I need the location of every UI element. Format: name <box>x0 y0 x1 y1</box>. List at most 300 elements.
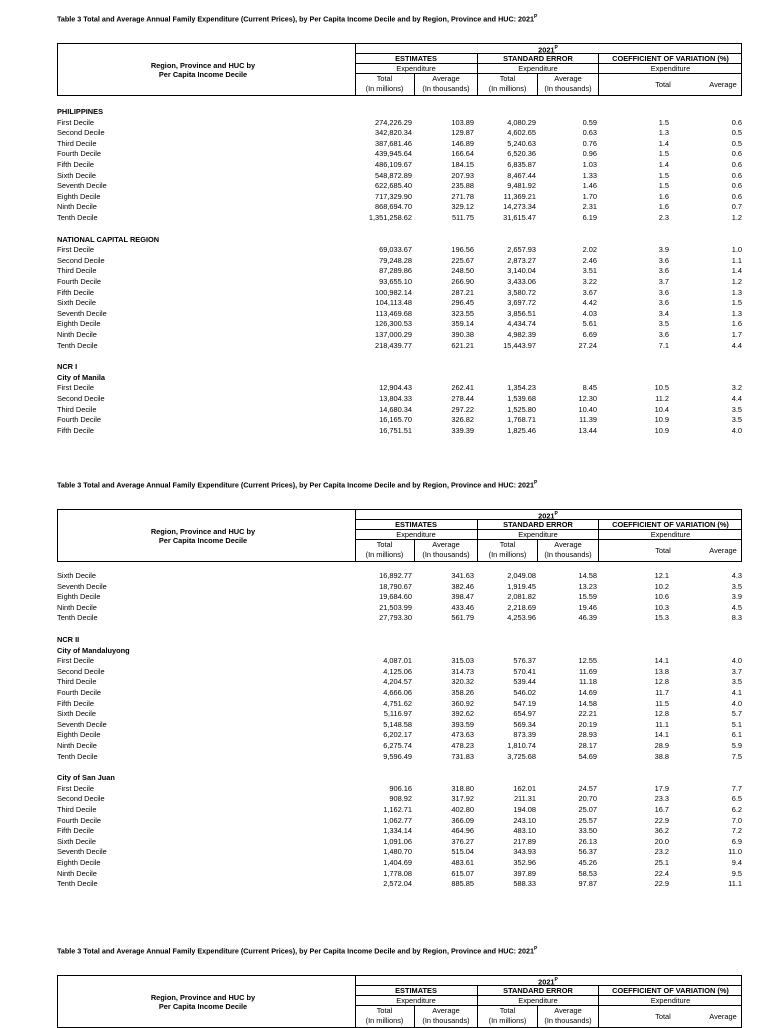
total-cv-cell: 14.1 <box>654 656 669 666</box>
total-estimate-cell: 2,572.04 <box>383 879 412 889</box>
year-header <box>355 510 741 520</box>
average-estimate-cell: 398.47 <box>451 592 474 602</box>
total-cv-cell: 1.4 <box>658 138 669 148</box>
total-cv-cell: 23.2 <box>654 847 669 857</box>
table-row <box>0 858 768 869</box>
row-label: Second Decile <box>57 394 105 403</box>
row-label: Sixth Decile <box>57 170 97 180</box>
average-estimate-cell: 262.41 <box>451 383 474 393</box>
table-title <box>57 946 537 955</box>
total-estimate-cell: 4,204.57 <box>383 677 412 687</box>
table-title <box>57 14 537 23</box>
total-std-error-cell: 211.31 <box>513 794 536 804</box>
table-row <box>0 613 768 624</box>
total-std-error-cell: 3,856.51 <box>507 308 536 318</box>
average-std-error-cell: 46.39 <box>578 613 597 623</box>
total-label: Total <box>376 540 393 549</box>
average-cv-cell: 1.3 <box>731 308 742 318</box>
total-std-error-cell: 343.93 <box>513 847 536 857</box>
unit-label: (In thousands) <box>422 84 470 93</box>
total-std-error-cell: 4,080.29 <box>507 117 536 127</box>
total-std-error-cell: 9,481.92 <box>507 181 536 191</box>
row-label: Tenth Decile <box>57 340 98 350</box>
table-header <box>57 975 742 1028</box>
average-estimate-cell: 323.55 <box>451 308 474 318</box>
average-std-error-cell: 8.45 <box>582 383 597 393</box>
total-estimate-cell: 622,685.40 <box>375 181 412 191</box>
total-cv-cell: 23.3 <box>654 794 669 804</box>
table-title-text: Table 3 Total and Average Annual Family Expenditure (Current Prices), by Per Capita Income Decile and by Region, Province and HUC: 2021 <box>57 480 535 490</box>
average-std-error-cell: 2.46 <box>582 255 597 265</box>
table-row <box>0 341 768 352</box>
total-cv-cell: 10.9 <box>654 425 669 435</box>
table-title <box>57 480 537 489</box>
average-cv-cell: 9.5 <box>731 868 742 878</box>
row-label: Seventh Decile <box>57 181 107 191</box>
total-header <box>355 1006 414 1026</box>
table-title-text: Table 3 Total and Average Annual Family Expenditure (Current Prices), by Per Capita Income Decile and by Region, Province and HUC: 2021 <box>57 946 535 956</box>
row-label: First Decile <box>57 245 94 255</box>
row-label: Sixth Decile <box>57 571 97 580</box>
table-header <box>57 43 742 96</box>
total-std-error-cell: 1,525.80 <box>507 404 536 414</box>
total-header <box>355 74 414 94</box>
average-std-error-cell: 10.40 <box>578 404 597 414</box>
unit-label: (In millions) <box>365 1016 404 1025</box>
row-label: First Decile <box>57 656 94 666</box>
section-heading <box>0 635 768 646</box>
total-cv-cell: 1.4 <box>658 160 669 169</box>
total-cv-cell: 38.8 <box>654 751 669 761</box>
average-cv-cell: 4.0 <box>731 425 742 435</box>
total-cv-cell: 12.8 <box>654 709 669 719</box>
average-std-error-cell: 22.21 <box>578 709 597 719</box>
total-cv-cell: 14.1 <box>654 730 669 740</box>
average-std-error-cell: 58.53 <box>578 868 597 878</box>
average-estimate-cell: 478.23 <box>451 741 474 750</box>
average-estimate-cell: 146.89 <box>451 138 474 148</box>
table-row <box>0 266 768 277</box>
average-std-error-cell: 1.70 <box>582 191 597 201</box>
section-heading <box>0 773 768 784</box>
total-cv-cell: 7.1 <box>658 340 669 350</box>
total-cv-cell: 1.6 <box>658 191 669 201</box>
row-label: PHILIPPINES <box>57 107 103 116</box>
row-label: First Decile <box>57 383 94 393</box>
table-row <box>0 213 768 224</box>
table-title-sup: P <box>534 946 538 952</box>
average-cv-cell: 6.2 <box>731 805 742 814</box>
expenditure-header: Expenditure <box>396 64 436 73</box>
total-std-error-cell: 654.97 <box>513 709 536 719</box>
total-cv-cell: 15.3 <box>654 613 669 623</box>
total-std-error-cell: 4,434.74 <box>507 319 536 329</box>
average-std-error-cell: 3.67 <box>582 287 597 297</box>
divider <box>598 985 599 1027</box>
average-cv-cell: 0.6 <box>731 181 742 191</box>
average-estimate-cell: 318.80 <box>451 783 474 793</box>
average-cv-cell: 5.9 <box>731 741 742 750</box>
average-cv-cell: 4.4 <box>731 340 742 350</box>
average-cv-cell: 11.0 <box>728 847 742 857</box>
total-label: Total <box>376 74 393 83</box>
row-label: Sixth Decile <box>57 298 97 308</box>
total-estimate-cell: 12,904.43 <box>379 383 412 393</box>
row-label: Second Decile <box>57 255 105 265</box>
row-label: Third Decile <box>57 805 97 814</box>
total-cv-cell: 17.9 <box>654 783 669 793</box>
average-label: Average <box>554 74 582 83</box>
total-estimate-cell: 1,334.14 <box>383 826 412 836</box>
average-std-error-cell: 14.58 <box>578 571 597 580</box>
total-std-error-cell: 31,615.47 <box>503 213 536 222</box>
table-row <box>0 730 768 741</box>
average-cv-cell: 6.1 <box>731 730 742 740</box>
expenditure-header: Expenditure <box>650 996 691 1005</box>
average-cv-cell: 0.5 <box>731 138 742 148</box>
table-title-sup: P <box>534 480 538 486</box>
average-estimate-cell: 392.62 <box>451 709 474 719</box>
year-header <box>355 976 741 986</box>
average-cv-cell: 3.5 <box>731 677 742 687</box>
average-cv-cell: 11.1 <box>728 879 742 889</box>
average-cv-cell: 1.7 <box>731 330 742 339</box>
average-cv-cell: 0.6 <box>731 117 742 127</box>
table-row <box>0 405 768 416</box>
average-label: Average <box>432 1006 460 1015</box>
total-estimate-cell: 868,694.70 <box>375 202 412 212</box>
total-std-error-cell: 14,273.34 <box>503 202 536 212</box>
total-cv-cell: 10.6 <box>654 592 669 602</box>
total-std-error-cell: 1,825.46 <box>507 425 536 435</box>
average-estimate-cell: 393.59 <box>451 719 474 729</box>
average-cv-cell: 3.7 <box>731 666 742 676</box>
total-estimate-cell: 387,681.46 <box>375 138 412 148</box>
total-cv-cell: 10.2 <box>654 581 669 591</box>
total-std-error-cell: 1,354.23 <box>507 383 536 393</box>
row-label: Ninth Decile <box>57 202 97 212</box>
row-label: First Decile <box>57 117 94 127</box>
row-label: NATIONAL CAPITAL REGION <box>57 234 160 244</box>
total-cv-cell: 16.7 <box>654 805 669 814</box>
total-header <box>478 1006 537 1026</box>
average-std-error-cell: 24.57 <box>578 783 597 793</box>
expenditure-header: Expenditure <box>518 530 558 539</box>
average-std-error-cell: 11.39 <box>579 415 597 425</box>
total-cv-cell: 1.5 <box>658 170 669 180</box>
row-label: Seventh Decile <box>57 581 107 591</box>
average-estimate-cell: 314.73 <box>451 666 474 676</box>
total-cv-cell: 1.3 <box>658 128 669 138</box>
stub-line-2: Per Capita Income Decile <box>158 1002 248 1011</box>
table-row <box>0 879 768 890</box>
average-std-error-cell: 97.87 <box>578 879 597 889</box>
average-std-error-cell: 5.61 <box>582 319 597 329</box>
average-std-error-cell: 13.44 <box>578 425 597 435</box>
row-label: Third Decile <box>57 138 97 148</box>
expenditure-header: Expenditure <box>650 64 691 73</box>
table-row <box>0 582 768 593</box>
average-std-error-cell: 25.57 <box>578 815 597 825</box>
row-label: Eighth Decile <box>57 730 101 740</box>
average-std-error-cell: 25.07 <box>578 805 597 814</box>
total-estimate-cell: 100,982.14 <box>375 287 412 297</box>
total-std-error-cell: 6,835.87 <box>507 160 536 169</box>
average-estimate-cell: 366.09 <box>451 815 474 825</box>
total-cv-cell: 11.2 <box>655 394 669 403</box>
table-header <box>57 509 742 562</box>
unit-label: (In thousands) <box>422 1016 470 1025</box>
row-label: Fourth Decile <box>57 149 101 159</box>
total-std-error-cell: 539.44 <box>513 677 536 687</box>
average-estimate-cell: 315.03 <box>451 656 474 666</box>
table-title-sup: P <box>534 14 538 20</box>
total-std-error-cell: 2,873.27 <box>507 255 536 265</box>
average-cv-cell: 1.0 <box>731 245 742 255</box>
average-cv-cell: 1.3 <box>731 287 742 297</box>
average-cv-cell: 1.5 <box>731 298 742 308</box>
average-cv-cell: 9.4 <box>731 858 742 867</box>
row-label: Fourth Decile <box>57 415 101 425</box>
unit-label: (In millions) <box>365 84 404 93</box>
total-estimate-cell: 1,778.08 <box>383 868 412 878</box>
average-estimate-cell: 129.87 <box>451 128 474 138</box>
total-estimate-cell: 104,113.48 <box>375 298 412 308</box>
average-estimate-cell: 341.63 <box>451 571 474 580</box>
row-label: Fourth Decile <box>57 277 101 286</box>
average-std-error-cell: 1.46 <box>582 181 597 191</box>
total-cv-cell: 12.1 <box>654 571 669 580</box>
table-row <box>0 149 768 160</box>
total-label: Total <box>499 74 516 83</box>
total-cv-cell: 10.3 <box>654 602 669 612</box>
average-std-error-cell: 1.33 <box>582 170 597 180</box>
average-cv-cell: 1.2 <box>731 213 742 222</box>
average-std-error-cell: 15.59 <box>578 592 597 602</box>
table-row <box>0 171 768 182</box>
average-std-error-cell: 11.18 <box>579 677 597 687</box>
average-cv-cell: 8.3 <box>731 613 742 623</box>
average-estimate-cell: 196.56 <box>451 245 474 255</box>
total-std-error-cell: 1,768.71 <box>507 415 536 425</box>
row-label: Tenth Decile <box>57 751 98 761</box>
table-row <box>0 202 768 213</box>
total-estimate-cell: 21,503.99 <box>379 602 412 612</box>
row-label: Fifth Decile <box>57 287 94 297</box>
total-cv-cell: 13.8 <box>654 666 669 676</box>
section-heading <box>0 107 768 118</box>
average-std-error-cell: 20.19 <box>578 719 597 729</box>
average-estimate-cell: 515.04 <box>451 847 474 857</box>
table-row <box>0 847 768 858</box>
average-cv-cell: 0.6 <box>731 170 742 180</box>
section-heading <box>0 373 768 384</box>
total-std-error-cell: 162.01 <box>513 783 536 793</box>
total-estimate-cell: 18,790.67 <box>379 581 412 591</box>
row-label: City of Mandaluyong <box>57 645 130 655</box>
average-cv-cell: 0.6 <box>731 191 742 201</box>
table-row <box>0 869 768 880</box>
average-std-error-cell: 11.69 <box>579 666 597 676</box>
stub-line-1: Region, Province and HUC by <box>150 61 256 70</box>
table-row <box>0 677 768 688</box>
average-estimate-cell: 376.27 <box>451 836 474 846</box>
total-label: Total <box>499 1006 516 1015</box>
average-estimate-cell: 166.64 <box>451 149 474 159</box>
total-std-error-cell: 4,602.65 <box>507 128 536 138</box>
total-cv-cell: 11.7 <box>655 688 669 697</box>
average-estimate-cell: 207.93 <box>451 170 474 180</box>
total-std-error-cell: 547.19 <box>513 698 536 708</box>
total-std-error-cell: 576.37 <box>513 656 536 666</box>
table-row <box>0 837 768 848</box>
total-estimate-cell: 548,872.89 <box>375 170 412 180</box>
total-cv-cell: 3.6 <box>658 255 669 265</box>
average-header: Average <box>709 80 737 89</box>
year-header <box>355 44 741 54</box>
average-label: Average <box>554 540 582 549</box>
average-estimate-cell: 317.92 <box>451 794 474 804</box>
total-header: Total <box>655 80 671 89</box>
average-std-error-cell: 2.02 <box>582 245 597 255</box>
average-cv-cell: 1.4 <box>731 266 742 276</box>
table-row <box>0 592 768 603</box>
average-std-error-cell: 6.19 <box>582 213 597 222</box>
total-cv-cell: 3.5 <box>658 319 669 329</box>
average-estimate-cell: 511.75 <box>451 213 474 222</box>
average-estimate-cell: 621.21 <box>451 340 474 350</box>
total-estimate-cell: 19,684.60 <box>379 592 412 602</box>
coefficient-header: COEFFICIENT OF VARIATION (%) <box>612 986 729 995</box>
table-row <box>0 688 768 699</box>
total-std-error-cell: 873.39 <box>513 730 536 740</box>
total-cv-cell: 3.6 <box>658 287 669 297</box>
average-std-error-cell: 3.51 <box>582 266 597 276</box>
average-std-error-cell: 19.46 <box>578 602 597 612</box>
average-estimate-cell: 287.21 <box>451 287 474 297</box>
table-row <box>0 656 768 667</box>
total-estimate-cell: 342,820.34 <box>375 128 412 138</box>
estimates-header: ESTIMATES <box>395 54 437 63</box>
table-row <box>0 805 768 816</box>
row-label: NCR II <box>57 635 80 644</box>
total-header <box>478 540 537 560</box>
table-row <box>0 256 768 267</box>
total-estimate-cell: 27,793.30 <box>379 613 412 623</box>
coefficient-header: COEFFICIENT OF VARIATION (%) <box>612 54 729 63</box>
total-std-error-cell: 15,443.97 <box>503 340 536 350</box>
average-estimate-cell: 266.90 <box>451 277 474 286</box>
total-cv-cell: 22.9 <box>654 815 669 825</box>
average-std-error-cell: 3.22 <box>582 277 597 286</box>
table-row <box>0 720 768 731</box>
average-header: Average <box>709 1012 737 1021</box>
stub-line-1: Region, Province and HUC by <box>150 993 256 1002</box>
total-estimate-cell: 486,109.67 <box>375 160 412 169</box>
average-estimate-cell: 235.88 <box>451 181 474 191</box>
total-std-error-cell: 588.33 <box>513 879 536 889</box>
average-estimate-cell: 278.44 <box>451 394 474 403</box>
row-label: Fifth Decile <box>57 826 94 836</box>
average-header <box>538 540 598 560</box>
average-std-error-cell: 26.13 <box>578 836 597 846</box>
expenditure-header: Expenditure <box>396 996 436 1005</box>
total-cv-cell: 3.6 <box>658 298 669 308</box>
average-std-error-cell: 14.58 <box>578 698 597 708</box>
table-row <box>0 319 768 330</box>
table-row <box>0 128 768 139</box>
year-sup: P <box>554 977 558 983</box>
total-cv-cell: 1.5 <box>658 181 669 191</box>
average-std-error-cell: 28.93 <box>578 730 597 740</box>
average-estimate-cell: 360.92 <box>451 698 474 708</box>
table-row <box>0 394 768 405</box>
average-estimate-cell: 103.89 <box>451 117 474 127</box>
standard-error-header: STANDARD ERROR <box>503 986 573 995</box>
average-std-error-cell: 1.03 <box>582 160 597 169</box>
average-cv-cell: 1.6 <box>731 319 742 329</box>
table-title-text: Table 3 Total and Average Annual Family Expenditure (Current Prices), by Per Capita Income Decile and by Region, Province and HUC: 2021 <box>57 14 535 24</box>
total-std-error-cell: 4,982.39 <box>507 330 536 339</box>
average-std-error-cell: 4.03 <box>582 308 597 318</box>
row-label: Third Decile <box>57 404 97 414</box>
average-std-error-cell: 20.70 <box>578 794 597 804</box>
unit-label: (In millions) <box>488 550 527 559</box>
total-std-error-cell: 570.41 <box>513 666 536 676</box>
average-cv-cell: 5.1 <box>731 719 742 729</box>
row-label: Second Decile <box>57 794 105 804</box>
total-estimate-cell: 5,148.58 <box>383 719 412 729</box>
row-label: Tenth Decile <box>57 879 98 889</box>
average-cv-cell: 4.4 <box>731 394 742 403</box>
total-cv-cell: 22.9 <box>654 879 669 889</box>
total-estimate-cell: 69,033.67 <box>379 245 412 255</box>
total-estimate-cell: 906.16 <box>389 783 412 793</box>
average-cv-cell: 3.5 <box>731 404 742 414</box>
stub-header <box>118 61 288 79</box>
average-cv-cell: 5.7 <box>731 709 742 719</box>
total-cv-cell: 12.8 <box>654 677 669 687</box>
total-cv-cell: 3.4 <box>658 308 669 318</box>
total-estimate-cell: 1,480.70 <box>383 847 412 857</box>
row-label: Eighth Decile <box>57 191 101 201</box>
average-estimate-cell: 297.22 <box>451 404 474 414</box>
unit-label: (In millions) <box>488 1016 527 1025</box>
average-header: Average <box>709 546 737 555</box>
average-std-error-cell: 12.55 <box>578 656 597 666</box>
row-label: Ninth Decile <box>57 868 97 878</box>
average-std-error-cell: 54.69 <box>578 751 597 761</box>
unit-label: (In thousands) <box>544 550 592 559</box>
total-std-error-cell: 2,218.69 <box>507 602 536 612</box>
row-label: Fifth Decile <box>57 698 94 708</box>
average-header <box>538 1006 598 1026</box>
unit-label: (In millions) <box>365 550 404 559</box>
total-estimate-cell: 908.92 <box>389 794 412 804</box>
section-heading <box>0 362 768 373</box>
table-row <box>0 277 768 288</box>
total-std-error-cell: 8,467.44 <box>507 170 536 180</box>
row-label: Ninth Decile <box>57 602 97 612</box>
table-row <box>0 603 768 614</box>
average-cv-cell: 7.7 <box>731 783 742 793</box>
average-estimate-cell: 329.12 <box>451 202 474 212</box>
year-text: 2021 <box>538 45 555 55</box>
total-std-error-cell: 483.10 <box>513 826 536 836</box>
table-row <box>0 139 768 150</box>
row-label: Seventh Decile <box>57 719 107 729</box>
average-std-error-cell: 27.24 <box>578 340 597 350</box>
